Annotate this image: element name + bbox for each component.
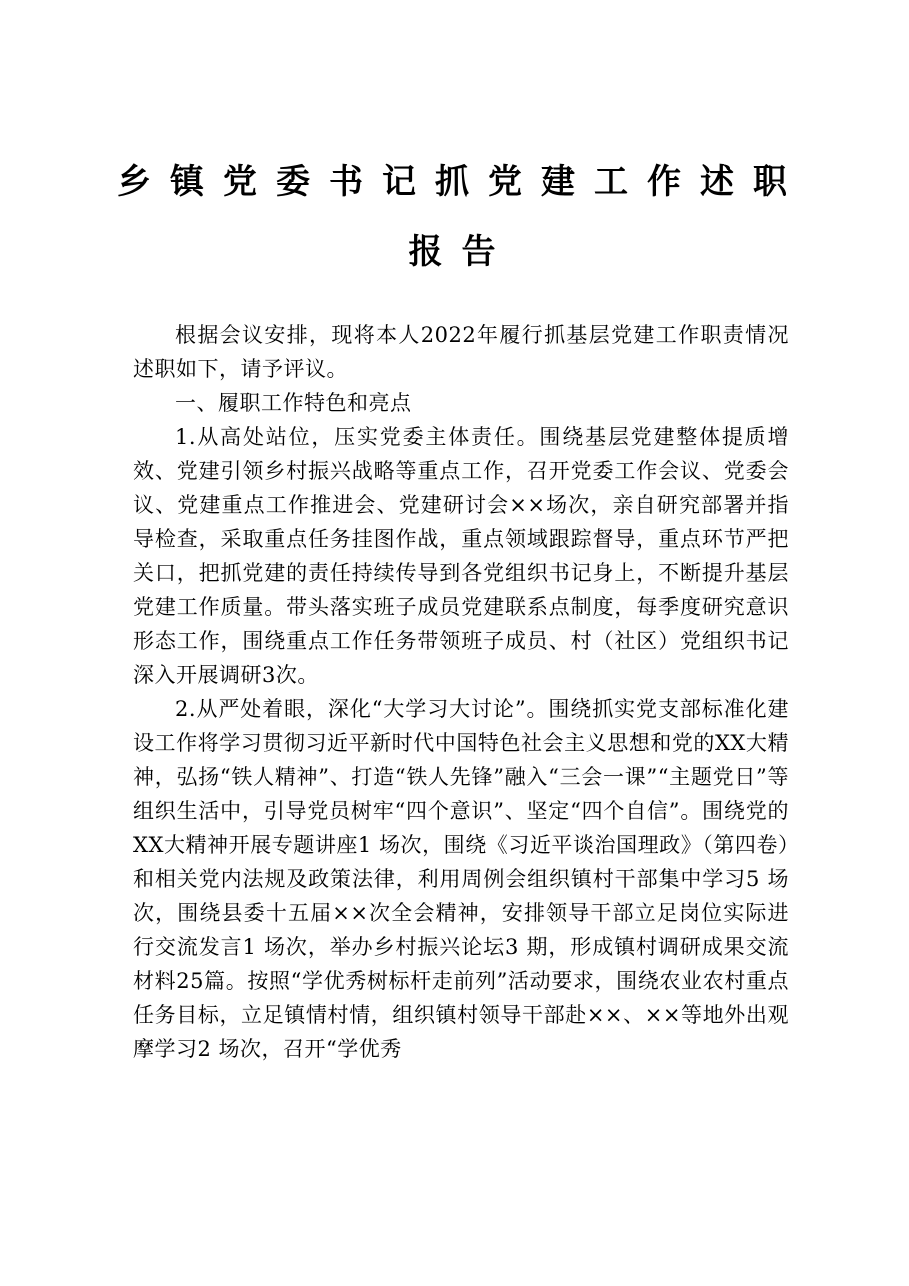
- body-paragraph: 2.从严处着眼，深化“大学习大讨论”。围绕抓实党支部标准化建设工作将学习贯彻习近平新时代中国特色社会主义思想和党的XX大精神，弘扬“铁人精神”、打造“铁人先锋”融入“三会一课”“主题党日”等组织生活中，引导党员树牢“四个意识”、坚定“四个自信”。围绕党的XX大精神开展专题讲座1 场次，围绕《习近平谈治国理政》（第四卷）和相关党内法规及政策法律，利用周例会组织镇村干部集中学习5 场次，围绕县委十五届××次全会精神，安排领导干部立足岗位实际进行交流发言1 场次，举办乡村振兴论坛3 期，形成镇村调研成果交流材料25篇。按照“学优秀树标杆走前列”活动要求，围绕农业农村重点任务目标，立足镇情村情，组织镇村领导干部赴××、××等地外出观摩学习2 场次，召开“学优秀: [133, 697, 789, 1061]
- intro-paragraph: 根据会议安排，现将本人2022年履行抓基层党建工作职责情况述职如下，请予评议。: [133, 323, 789, 381]
- body-paragraph: 1.从高处站位，压实党委主体责任。围绕基层党建整体提质增效、党建引领乡村振兴战略等重点工作，召开党委工作会议、党委会议、党建重点工作推进会、党建研讨会××场次，亲自研究部署并指导检查，采取重点任务挂图作战，重点领域跟踪督导，重点环节严把关口，把抓党建的责任持续传导到各党组织书记身上，不断提升基层党建工作质量。带头落实班子成员党建联系点制度，每季度研究意识形态工作，围绕重点工作任务带领班子成员、村（社区）党组织书记深入开展调研3次。: [133, 425, 789, 687]
- document-title: 乡镇党委书记抓党建工作述职: [117, 162, 806, 202]
- document-body: [133, 318, 789, 1066]
- document-title-continued: 报告: [408, 232, 515, 272]
- section-heading: 一、履职工作特色和亮点: [175, 391, 412, 415]
